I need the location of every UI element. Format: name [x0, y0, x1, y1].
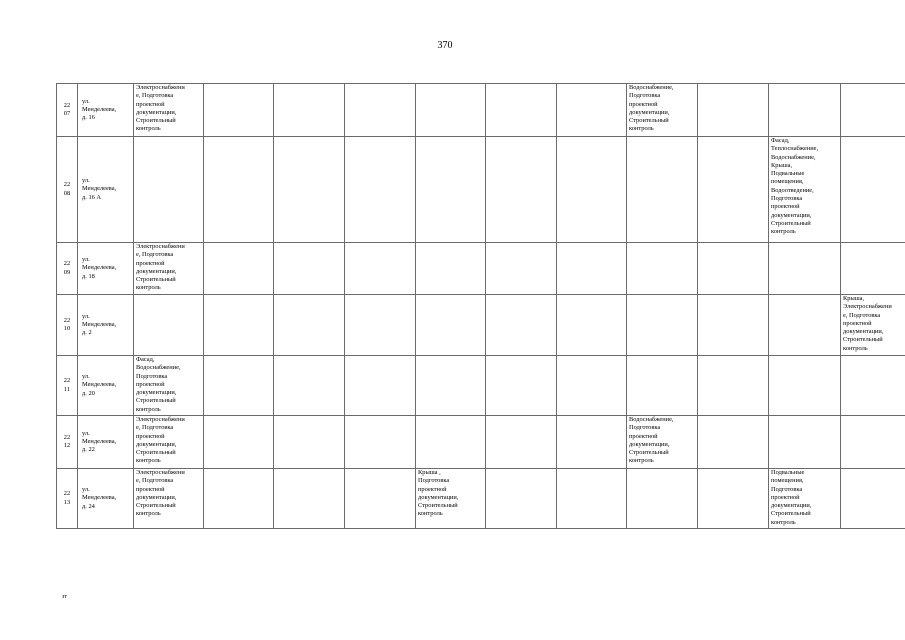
work-cell: [557, 243, 627, 295]
work-cell: [627, 416, 698, 469]
work-cell: [698, 84, 769, 137]
footer-mark: зт: [62, 594, 67, 600]
address-text: д. 24: [82, 502, 95, 510]
work-cell: [557, 356, 627, 416]
work-cell: [627, 356, 698, 416]
work-text: Электроснабжени: [136, 469, 185, 476]
work-text: Подготовка: [136, 372, 168, 380]
address-text: Менделеева,: [82, 105, 117, 113]
row-number-text: 07: [63, 110, 71, 117]
work-cell: [841, 243, 905, 295]
work-text: документации,: [771, 502, 812, 510]
row-number-text: 09: [63, 268, 71, 276]
address-text: Менделеева,: [82, 494, 117, 502]
work-cell: [416, 356, 486, 416]
work-cell: [841, 416, 905, 469]
address-text: ул.: [82, 486, 90, 494]
address-text: ул.: [82, 97, 90, 105]
work-cell: [841, 137, 905, 243]
work-cell: [557, 295, 627, 356]
table-body: [57, 84, 905, 529]
work-cell: [769, 137, 841, 243]
work-cell: [769, 295, 841, 356]
work-cell: [698, 137, 769, 243]
work-cell: [204, 469, 274, 529]
work-text: Электроснабжени: [136, 243, 185, 250]
work-text: Строительный: [418, 502, 458, 510]
address-text: Менделеева,: [82, 381, 117, 389]
work-text: контроль: [771, 518, 796, 526]
work-cell: [416, 469, 486, 529]
work-text: Водоснабжение,: [629, 84, 674, 91]
work-text: контроль: [629, 457, 654, 465]
work-cell: [345, 356, 416, 416]
table-row: [57, 295, 905, 356]
work-text: помещения,: [771, 178, 804, 186]
work-cell: [204, 243, 274, 295]
work-text: проектной: [136, 432, 165, 440]
work-text: Подвальные: [771, 170, 805, 178]
work-cell: [769, 469, 841, 529]
work-text: проектной: [136, 380, 165, 388]
work-text: проектной: [136, 485, 165, 493]
row-number-text: 10: [63, 325, 71, 332]
work-text: Строительный: [629, 449, 669, 457]
address-cell: [78, 84, 134, 137]
work-cell: [274, 469, 345, 529]
work-cell: [698, 356, 769, 416]
work-text: Строительный: [629, 117, 669, 125]
address-cell: [78, 356, 134, 416]
work-text: документации,: [771, 211, 812, 219]
address-cell: [78, 295, 134, 356]
work-text: проектной: [771, 493, 800, 501]
work-text: проектной: [629, 432, 658, 440]
work-cell: [486, 356, 557, 416]
work-cell: [345, 469, 416, 529]
address-cell: [78, 243, 134, 295]
work-cell: [134, 243, 204, 295]
address-cell: [78, 469, 134, 529]
work-text: Строительный: [771, 219, 811, 227]
work-text: Строительный: [136, 397, 176, 405]
work-cell: [345, 84, 416, 137]
work-text: Подготовка: [629, 424, 661, 432]
work-cell: [416, 416, 486, 469]
address-cell: [78, 137, 134, 243]
work-text: документации,: [136, 108, 177, 116]
work-text: Строительный: [136, 276, 176, 284]
work-text: контроль: [136, 405, 161, 413]
work-cell: [134, 416, 204, 469]
work-cell: [557, 84, 627, 137]
work-text: Водоснабжение,: [136, 364, 181, 372]
work-text: документации,: [629, 440, 670, 448]
work-cell: [557, 416, 627, 469]
work-text: Строительный: [771, 510, 811, 518]
work-text: Электроснабжени: [136, 416, 185, 423]
work-cell: [204, 137, 274, 243]
address-text: д. 22: [82, 446, 95, 454]
work-text: контроль: [136, 284, 161, 292]
work-cell: [274, 84, 345, 137]
work-text: документации,: [136, 267, 177, 275]
address-text: ул.: [82, 312, 90, 320]
work-text: контроль: [771, 228, 796, 236]
work-text: проектной: [843, 319, 872, 327]
table-row: [57, 416, 905, 469]
work-cell: [627, 137, 698, 243]
work-cell: [486, 469, 557, 529]
work-text: Строительный: [136, 502, 176, 510]
work-text: Электроснабжени: [843, 303, 892, 311]
work-text: Крыша,: [843, 295, 865, 302]
work-cell: [345, 416, 416, 469]
address-text: д. 18: [82, 272, 95, 280]
table-row: [57, 243, 905, 295]
row-number-cell: [57, 137, 78, 243]
work-text: е, Подготовка: [136, 424, 174, 432]
row-number-cell: [57, 243, 78, 295]
work-text: Подготовка: [629, 92, 661, 100]
page-number: 370: [437, 40, 453, 51]
row-number-text: 12: [63, 442, 71, 449]
work-cell: [557, 137, 627, 243]
work-cell: [204, 84, 274, 137]
table-row: [57, 356, 905, 416]
work-text: Водоснабжение,: [629, 416, 674, 423]
work-cell: [345, 137, 416, 243]
work-cell: [841, 469, 905, 529]
work-cell: [486, 137, 557, 243]
work-text: проектной: [771, 203, 800, 211]
row-number-cell: [57, 416, 78, 469]
row-number-text: 22: [63, 181, 71, 189]
work-cell: [274, 295, 345, 356]
work-cell: [134, 84, 204, 137]
work-text: документации,: [418, 493, 459, 501]
work-text: контроль: [843, 344, 868, 352]
row-number-text: 22: [63, 260, 71, 268]
work-cell: [627, 243, 698, 295]
work-text: Фасад,: [771, 137, 790, 144]
work-cell: [134, 137, 204, 243]
row-number-cell: [57, 295, 78, 356]
work-text: контроль: [136, 510, 161, 518]
work-text: Фасад,: [136, 356, 155, 363]
row-number-cell: [57, 356, 78, 416]
row-number-cell: [57, 84, 78, 137]
address-text: Менделеева,: [82, 437, 117, 445]
work-text: проектной: [629, 100, 658, 108]
address-text: Менделеева,: [82, 185, 117, 193]
work-cell: [274, 416, 345, 469]
work-cell: [698, 243, 769, 295]
work-text: контроль: [136, 125, 161, 133]
work-text: контроль: [136, 457, 161, 465]
work-text: помещения,: [771, 477, 804, 485]
work-cell: [416, 84, 486, 137]
address-text: ул.: [82, 373, 90, 381]
address-cell: [78, 416, 134, 469]
work-cell: [841, 295, 905, 356]
work-text: е, Подготовка: [136, 477, 174, 485]
work-text: е, Подготовка: [136, 251, 174, 259]
work-cell: [627, 295, 698, 356]
work-cell: [769, 243, 841, 295]
work-cell: [204, 416, 274, 469]
work-cell: [416, 295, 486, 356]
address-text: Менделеева,: [82, 264, 117, 272]
work-cell: [698, 469, 769, 529]
work-cell: [486, 295, 557, 356]
work-text: проектной: [136, 100, 165, 108]
row-number-text: 22: [63, 490, 71, 498]
work-text: проектной: [136, 259, 165, 267]
work-text: Подвальные: [771, 469, 805, 476]
row-number-text: 22: [63, 101, 71, 109]
work-cell: [486, 416, 557, 469]
work-text: Водоснабжение,: [771, 153, 816, 161]
work-cell: [557, 469, 627, 529]
work-text: Крыша ,: [418, 469, 441, 476]
work-cell: [769, 356, 841, 416]
work-text: Теплоснабжение,: [771, 145, 819, 153]
work-cell: [274, 137, 345, 243]
work-text: документации,: [843, 328, 884, 336]
work-text: Подготовка: [418, 477, 450, 485]
work-text: Строительный: [843, 336, 883, 344]
work-text: контроль: [629, 125, 654, 133]
work-text: документации,: [136, 493, 177, 501]
row-number-text: 22: [63, 433, 71, 441]
work-cell: [204, 356, 274, 416]
work-cell: [134, 469, 204, 529]
address-text: Менделеева,: [82, 320, 117, 328]
work-cell: [698, 295, 769, 356]
work-cell: [627, 469, 698, 529]
work-cell: [769, 416, 841, 469]
table-row: [57, 137, 905, 243]
work-text: документации,: [136, 440, 177, 448]
work-cell: [416, 137, 486, 243]
work-text: Электроснабжени: [136, 84, 185, 91]
work-text: е, Подготовка: [136, 92, 174, 100]
work-text: документации,: [136, 389, 177, 397]
address-text: д. 16: [82, 114, 95, 122]
work-cell: [204, 295, 274, 356]
work-cell: [698, 416, 769, 469]
row-number-text: 13: [63, 498, 71, 506]
work-cell: [345, 295, 416, 356]
work-cell: [627, 84, 698, 137]
work-text: е, Подготовка: [843, 311, 881, 319]
row-number-cell: [57, 469, 78, 529]
row-number-text: 11: [63, 385, 71, 393]
work-cell: [134, 356, 204, 416]
address-text: ул.: [82, 177, 90, 185]
work-text: документации,: [629, 108, 670, 116]
row-number-text: 08: [63, 189, 71, 197]
work-cell: [274, 356, 345, 416]
work-text: проектной: [418, 485, 447, 493]
address-text: д. 16 А: [82, 193, 102, 201]
work-cell: [841, 84, 905, 137]
work-cell: [769, 84, 841, 137]
work-text: контроль: [418, 510, 443, 518]
work-cell: [345, 243, 416, 295]
work-cell: [134, 295, 204, 356]
repair-schedule-table: [56, 83, 905, 529]
work-cell: [486, 243, 557, 295]
address-text: д. 2: [82, 329, 92, 337]
work-cell: [841, 356, 905, 416]
table-row: [57, 84, 905, 137]
work-text: Строительный: [136, 117, 176, 125]
work-text: Подготовка: [771, 195, 803, 203]
work-text: Крыша,: [771, 161, 793, 169]
address-text: ул.: [82, 256, 90, 264]
address-text: ул.: [82, 429, 90, 437]
work-cell: [416, 243, 486, 295]
work-text: Подготовка: [771, 485, 803, 493]
work-text: Строительный: [136, 449, 176, 457]
work-cell: [486, 84, 557, 137]
table-row: [57, 469, 905, 529]
row-number-text: 22: [63, 377, 71, 385]
row-number-text: 22: [63, 316, 71, 324]
address-text: д. 20: [82, 389, 95, 397]
work-cell: [274, 243, 345, 295]
work-text: Водоотведение,: [771, 186, 814, 194]
